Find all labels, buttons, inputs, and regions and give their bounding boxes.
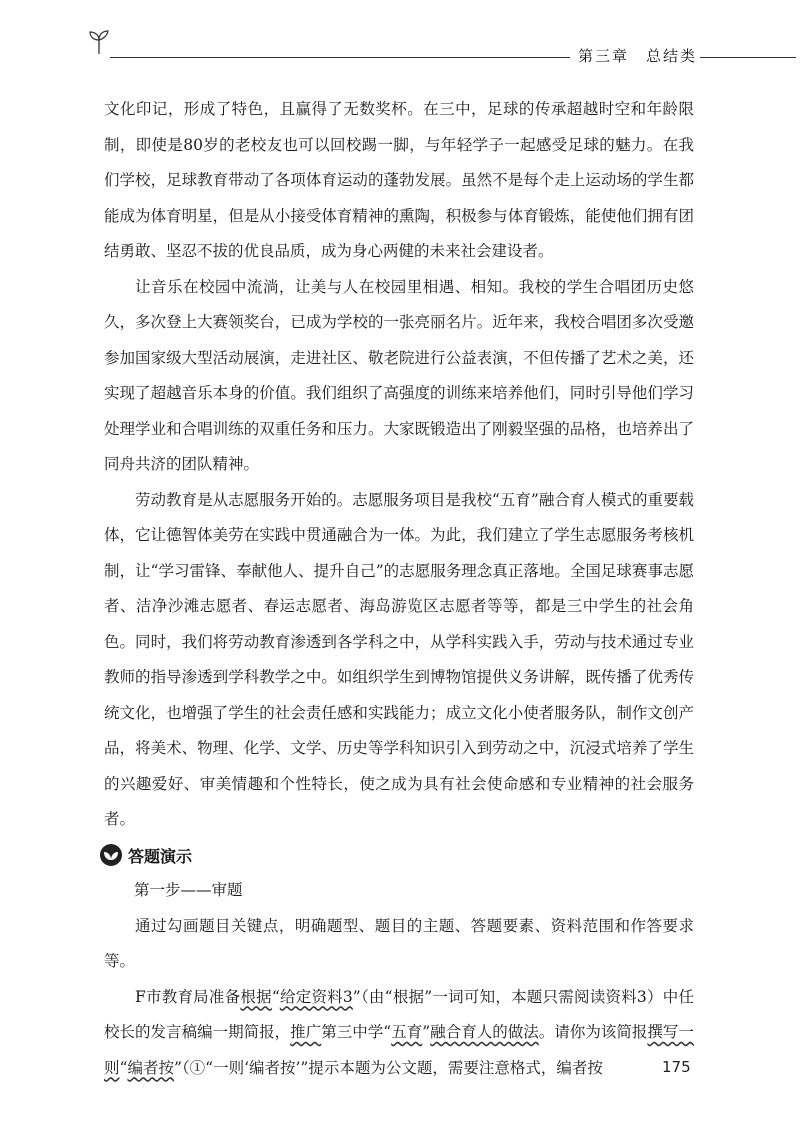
sprout-icon bbox=[88, 30, 110, 58]
question-analysis bbox=[104, 980, 694, 1087]
q-keyword-five-education: 五育 bbox=[391, 1023, 423, 1041]
section-title: 答题演示 bbox=[128, 846, 193, 866]
q-keyword-write-one: 撰写一则 bbox=[104, 1023, 694, 1077]
chapter-title: 第三章 总结类 bbox=[570, 45, 705, 66]
paragraph-labor: 劳动教育是从志愿服务开始的。志愿服务项目是我校“五育”融合育人模式的重要载体，它让德智体美劳在实践中贯通融合为一体。为此，我们建立了学生志愿服务考核机制，让“学习雷锋、奉献他人、提升自己”的志愿服务理念真正落地。全国足球赛事志愿者、洁净沙滩志愿者、春运志愿者、海岛游览区志愿者等等，都是三中学生的社会角色。同时，我们将劳动教育渗透到各学科之中，从学科实践入手，劳动与技术通过专业教师的指导渗透到学科教学之中。如组织学生到博物馆提供义务讲解，既传播了优秀传统文化，也增强了学生的社会责任感和实践能力；成立文化小使者服务队，制作文创产品，将美术、物理、化学、文学、历史等学科知识引入到劳动之中，沉浸式培养了学生的兴趣爱好、审美情趣和个性特长，使之成为具有社会使命感和专业精神的社会服务者。 bbox=[104, 490, 694, 828]
page-header bbox=[88, 28, 798, 68]
q-text-a: F市教育局准备 bbox=[135, 987, 241, 1006]
leaf-icon bbox=[100, 844, 122, 866]
step-description: 通过勾画题目关键点，明确题型、题目的主题、答题要素、资料范围和作答要求等。 bbox=[104, 916, 694, 970]
section-heading bbox=[100, 840, 192, 870]
body-text bbox=[104, 92, 694, 838]
q-text-e: ”（由“根据”一词可知，本题只需阅读资料3）中任校长的发言稿编一期简报， bbox=[104, 987, 694, 1041]
paragraph-music: 让音乐在校园中流淌，让美与人在校园里相遇、相知。我校的学生合唱团历史悠久，多次登上大赛领奖台，已成为学校的一张亮丽名片。近年来，我校合唱团多次受邀参加国家级大型活动展演，走进社区、敬老院进行公益表演，不但传播了艺术之美，还实现了超越音乐本身的价值。我们组织了高强度的训练来培养他们，同时引导他们学习处理学业和合唱训练的双重任务和压力。大家既锻造出了刚毅坚强的品格，也培养出了同舟共济的团队精神。 bbox=[104, 277, 694, 473]
q-keyword-basis: 根据 bbox=[240, 987, 272, 1006]
step-heading: 第一步——审题 bbox=[134, 881, 243, 899]
header-rule-left bbox=[110, 57, 640, 58]
q-text-m: “ bbox=[119, 1058, 128, 1077]
q-text-o: ”（①“一则‘编者按’”提示本题为公文题，需要注意格式，编者按 bbox=[173, 1058, 603, 1077]
q-keyword-material: 给定资料3 bbox=[279, 987, 353, 1006]
q-text-k: 。请你为该简报 bbox=[538, 1023, 648, 1041]
q-text-i: ” bbox=[422, 1023, 431, 1041]
q-text-g: 第三中学“ bbox=[321, 1023, 392, 1041]
header-rule-right bbox=[700, 57, 796, 58]
answer-demo bbox=[104, 873, 694, 1086]
q-keyword-practice: 融合育人的做法 bbox=[430, 1023, 539, 1041]
page-number: 175 bbox=[662, 1058, 691, 1076]
paragraph-football: 文化印记，形成了特色，且赢得了无数奖杯。在三中，足球的传承超越时空和年龄限制，即使是80岁的老校友也可以回校踢一脚，与年轻学子一起感受足球的魅力。在我们学校，足球教育带动了各项体育运动的蓬勃发展。虽然不是每个走上运动场的学生都能成为体育明星，但是从小接受体育精神的熏陶，积极参与体育锻炼，能使他们拥有团结勇敢、坚忍不拔的优良品质，成为身心两健的未来社会建设者。 bbox=[104, 100, 694, 260]
q-text-c: “ bbox=[271, 987, 280, 1006]
q-keyword-editor-note: 编者按 bbox=[127, 1058, 174, 1077]
q-keyword-promote: 推广 bbox=[290, 1023, 322, 1041]
